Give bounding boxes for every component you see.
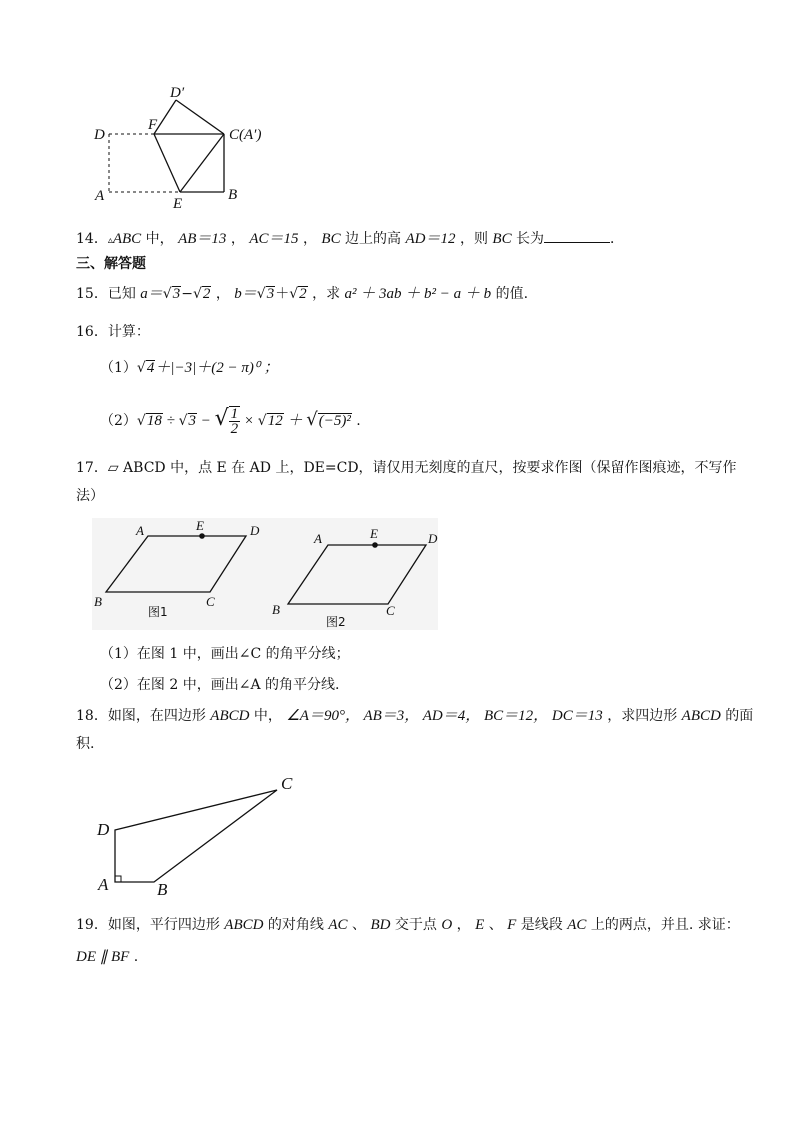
sqrt-sign: √ — [162, 286, 172, 302]
fig1-label-C: C — [206, 594, 215, 609]
fig2-caption: 图2 — [326, 615, 346, 629]
fig1-label-A: A — [136, 523, 144, 538]
fig2-label-C: C — [386, 603, 395, 618]
question-number: 14． — [76, 231, 108, 247]
fig2-label-A: A — [314, 531, 322, 546]
question-15: 15．已知 a＝√3−√2 ， b＝√3＋√2 ，求 a² ＋ 3ab ＋ b² − a ＋ b 的值. — [76, 286, 529, 302]
question-17-line-2: 法） — [76, 488, 104, 504]
fig2-label-E: E — [370, 526, 378, 541]
question-16: 16．计算： — [76, 324, 150, 340]
fig1-label-E: E — [196, 518, 204, 533]
fig1-caption: 图1 — [148, 605, 168, 619]
question-14: 14．▵ABC 中， AB＝13 ， AC＝15 ， BC 边上的高 AD＝12 ，则 BC 长为 ． — [76, 228, 624, 251]
fig18-label-B: B — [157, 880, 168, 899]
fig2-label-D: D — [428, 531, 438, 546]
fig1-label-B: B — [94, 594, 102, 609]
label-E: E — [173, 196, 183, 210]
fig1-label-D: D — [250, 523, 260, 538]
triangle-icon: ▵ — [107, 235, 113, 246]
label-D: D — [94, 127, 105, 143]
question-16-part-1: （1）√4＋|−3|＋(2 − π)⁰ ； — [100, 360, 279, 376]
fraction: $\frac{1}{2}$ — [230, 406, 239, 437]
fig18-label-D: D — [97, 820, 110, 839]
parallelogram-figures — [92, 518, 438, 630]
quadrilateral-figure — [92, 770, 312, 900]
question-17-sub-1: （1）在图 1 中，画出∠C 的角平分线； — [100, 646, 350, 662]
label-B: B — [228, 187, 238, 203]
question-19-line-1: 19．如图，平行四边形 ABCD 的对角线 AC 、 BD 交于点 O ， E 、 F 是线段 AC 上的两点，并且. 求证： — [76, 917, 740, 933]
question-19-line-2: DE ∥ BF . — [76, 949, 139, 965]
fig18-label-A: A — [98, 875, 109, 894]
section-heading: 三、解答题 — [76, 256, 146, 272]
question-18-line-2: 积. — [76, 736, 95, 752]
label-F: F — [148, 117, 158, 133]
question-16-part-2: （2）√18 ÷ √3 − √ $\frac{1}{2}$ × √12 ＋ √(−5)² . — [100, 406, 361, 437]
label-A: A — [95, 188, 105, 204]
question-18-line-1: 18．如图，在四边形 ABCD 中， ∠A＝90°， AB＝3， AD＝4， BC＝12， DC＝13 ，求四边形 ABCD 的面 — [76, 708, 754, 724]
answer-blank — [544, 228, 610, 243]
label-C: C(A′) — [229, 127, 262, 143]
question-17-sub-2: （2）在图 2 中，画出∠A 的角平分线. — [100, 677, 340, 693]
question-17-line-1: 17．▱ ABCD 中，点 E 在 AD 上，DE=CD，请仅用无刻度的直尺，按要求作图（保留作图痕迹，不写作 — [76, 460, 737, 476]
fig18-label-C: C — [281, 774, 293, 793]
fold-figure — [88, 82, 278, 210]
fig2-label-B: B — [272, 602, 280, 617]
label-D-prime: D′ — [170, 85, 185, 101]
